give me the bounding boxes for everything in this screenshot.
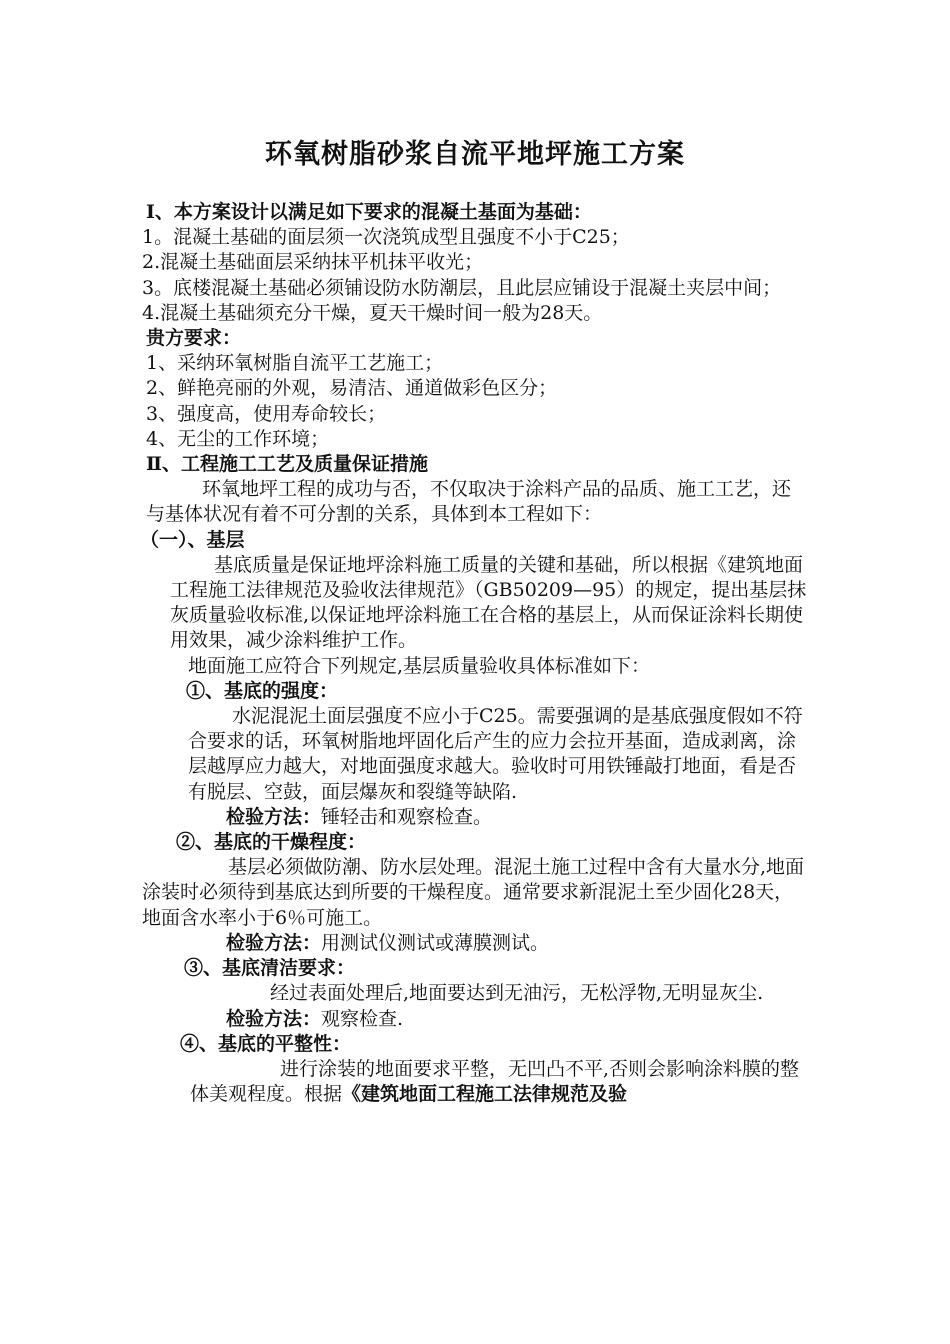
flat-text-normal: 进行涂装的地面要求平整，无凹凸不平,否则会影响涂料膜的整体美观程度。根据 xyxy=(190,1057,800,1106)
clean-text: 经过表面处理后,地面要达到无油污，无松浮物,无明显灰尘. xyxy=(270,982,764,1005)
dryness-method xyxy=(146,931,808,956)
method-text: 观察检查. xyxy=(321,1007,404,1030)
section1-item: 1。混凝土基础的面层须一次浇筑成型且强度不小于C25； xyxy=(142,226,630,249)
document-title: 环氧树脂砂浆自流平地坪施工方案 xyxy=(265,139,685,170)
section1-item: 4.混凝土基础须充分干燥，夏天干燥时间一般为28天。 xyxy=(142,301,603,324)
section1-item: 3。底楼混凝土基础必须铺设防水防潮层，且此层应铺设于混凝土夹层中间； xyxy=(142,276,782,299)
flat-text-bold: 《建筑地面工程施工法律规范及验 xyxy=(342,1083,628,1106)
method-label: 检验方法： xyxy=(226,931,322,954)
client-item: 1、采纳环氧树脂自流平工艺施工； xyxy=(146,352,444,375)
sub1-heading: （一）、基层 xyxy=(140,528,245,551)
client-item: 2、鲜艳亮丽的外观，易清洁、通道做彩色区分； xyxy=(146,377,558,400)
client-heading: 贵方要求： xyxy=(146,327,242,350)
strength-text: 水泥混泥土面层强度不应小于C25。需要强调的是基底强度假如不符合要求的话，环氧树脂地坪固化后产生的应力会拉开基面，造成剥离，涂层越厚应力越大，对地面强度求越大。验收时可用铁锤敲打地面，看是否有脱层、空鼓，面层爆灰和裂缝等缺陷. xyxy=(188,705,803,803)
client-item: 3、强度高，使用寿命较长； xyxy=(146,402,387,425)
flat-text xyxy=(146,1057,808,1107)
method-label: 检验方法： xyxy=(226,1007,322,1030)
dryness-heading: ②、基底的干燥程度： xyxy=(176,831,367,854)
clean-heading: ③、基底清洁要求： xyxy=(184,957,356,980)
section2-heading: Ⅱ、工程施工工艺及质量保证措施 xyxy=(146,453,429,476)
sub1-para: 基底质量是保证地坪涂料施工质量的关键和基础，所以根据《建筑地面工程施工法律规范及验收法律规范》（GB50209—95）的规定，提出基层抹灰质量验收标准,以保证地坪涂料施工在合格的基层上，从而保证涂料长期使用效果，减少涂料维护工作。 xyxy=(170,553,807,652)
dryness-text: 基层必须做防潮、防水层处理。混泥土施工过程中含有大量水分,地面涂装时必须待到基底达到所要的干燥程度。通常要求新混泥土至少固化28天，地面含水率小于6％可施工。 xyxy=(142,856,805,929)
strength-heading: ①、基底的强度： xyxy=(186,679,339,702)
section1-heading: Ⅰ、本方案设计以满足如下要求的混凝土基面为基础： xyxy=(146,201,592,223)
strength-method xyxy=(146,805,808,830)
document-body xyxy=(140,200,808,1107)
sub1-para: 地面施工应符合下列规定,基层质量验收具体标准如下： xyxy=(188,654,651,677)
method-label: 检验方法： xyxy=(226,805,322,828)
method-text: 用测试仪测试或薄膜测试。 xyxy=(321,931,550,954)
method-text: 锤轻击和观察检查。 xyxy=(321,805,493,828)
section1-item: 2.混凝土基础面层采纳抹平机抹平收光； xyxy=(142,251,484,274)
clean-method xyxy=(146,1007,808,1032)
flat-heading: ④、基底的平整性： xyxy=(180,1032,352,1055)
client-item: 4、无尘的工作环境； xyxy=(146,427,330,450)
section2-intro: 环氧地坪工程的成功与否，不仅取决于涂料产品的品质、施工工艺，还与基体状况有着不可分割的关系，具体到本工程如下： xyxy=(146,478,792,526)
